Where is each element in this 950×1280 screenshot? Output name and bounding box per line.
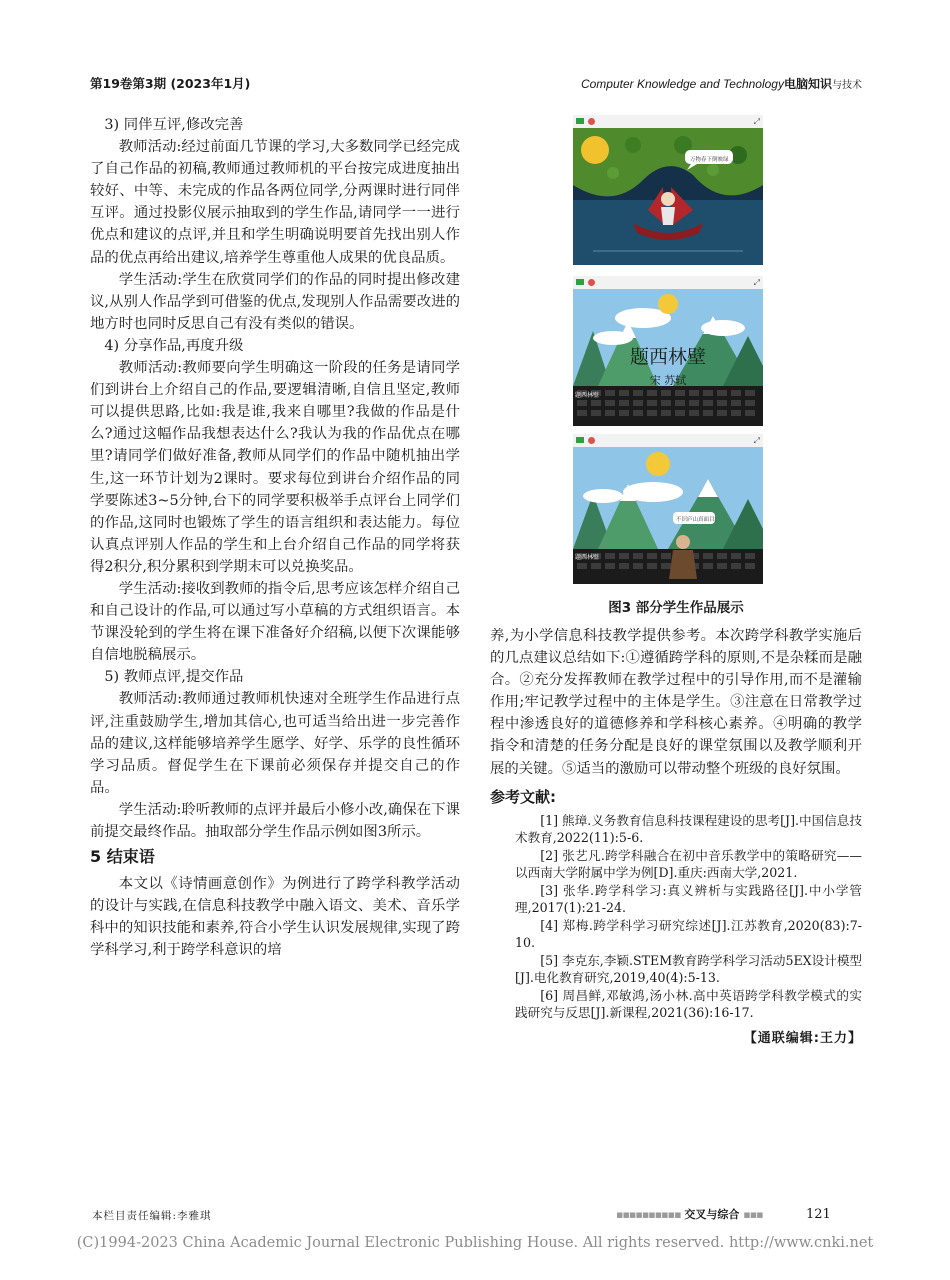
- section-heading: 5 结束语: [90, 847, 155, 867]
- sun-icon: [646, 452, 670, 476]
- figure-caption: 图3 部分学生作品展示: [608, 600, 744, 616]
- right-column: [490, 625, 862, 1050]
- liaison-editor: 【通联编辑:王力】: [743, 1030, 862, 1046]
- speech-bubble-text: 不识庐山真面目。: [676, 517, 721, 523]
- subsection-heading: 5) 教师点评,提交作品: [104, 669, 244, 686]
- student-work-image-3: [573, 434, 763, 584]
- section-name: 交叉与综合: [684, 1208, 740, 1221]
- stop-icon[interactable]: [588, 118, 595, 125]
- references-heading: 参考文献:: [490, 787, 556, 806]
- body-paragraph: 学生活动:学生在欣赏同学们的作品的同时提出修改建议,从别人作品学到可借鉴的优点,发现别人作品需要改进的地方时也同时反思自己有没有类似的错误。: [90, 271, 460, 332]
- sprite-label: 题西林壁: [575, 392, 600, 399]
- speech-bubble-text: 万物春下倒映绿: [690, 157, 729, 163]
- green-flag-icon[interactable]: [576, 279, 584, 285]
- body-paragraph: 教师活动:教师通过教师机快速对全班学生作品进行点评,注重鼓励学生,增加其信心,也可适当给出进一步完善作品的建议,这样能够培养学生愿学、好学、乐学的良性循环学习品质。督促学生在下课前必须保存并提交自己的作品。: [90, 691, 460, 796]
- body-paragraph: 学生活动:聆听教师的点评并最后小修小改,确保在下课前提交最终作品。抽取部分学生作品示例如图3所示。: [90, 801, 460, 840]
- left-column: [90, 114, 460, 961]
- journal-name-en: Computer Knowledge and Technology: [580, 77, 784, 91]
- green-flag-icon[interactable]: [576, 437, 584, 443]
- references-list: [490, 812, 862, 1022]
- section-label: [616, 1206, 763, 1222]
- reference-item: [4] 郑梅.跨学科学习研究综述[J].江苏教育,2020(83):7-10.: [515, 917, 862, 951]
- reference-item: [1] 熊璋.义务教育信息科技课程建设的思考[J].中国信息技术教育,2022(11):5-6.: [515, 812, 862, 846]
- footer-dots: ▪▪▪: [743, 1208, 763, 1221]
- student-work-image-1: [573, 115, 763, 265]
- subsection-heading: 3) 同伴互评,修改完善: [104, 117, 244, 133]
- mountain-person-illustration: [573, 434, 763, 584]
- column-editor: 本栏目责任编辑:李雅琪: [92, 1210, 212, 1222]
- stop-icon[interactable]: [588, 437, 595, 444]
- subsection-heading: 4) 分享作品,再度升级: [104, 337, 244, 354]
- journal-issue: 第19卷第3期 (2023年1月): [90, 76, 251, 91]
- journal-name-cn: 电脑知识: [783, 77, 832, 91]
- poem-title: 题西林壁: [629, 346, 706, 368]
- body-paragraph: 本文以《诗情画意创作》为例进行了跨学科教学活动的设计与实践,在信息科技教学中融入语文、美术、音乐学科中的知识技能和素养,符合小学生认识发展规律,实现了跨学科学习,利于跨学科意识的培: [90, 876, 460, 959]
- reference-item: [5] 李克东,李颖.STEM教育跨学科学习活动5EX设计模型[J].电化教育研究,2019,40(4):5-13.: [515, 952, 863, 986]
- stop-icon[interactable]: [588, 279, 595, 286]
- page-number: 121: [806, 1207, 831, 1222]
- copyright-notice: (C)1994-2023 China Academic Journal Electronic Publishing House. All rights reserved. http://www.cnki.net: [76, 1235, 874, 1251]
- fullscreen-icon[interactable]: ⤢: [753, 278, 760, 287]
- reference-item: [6] 周昌鲜,邓敏鸿,汤小林.高中英语跨学科教学模式的实践研究与反思[J].新课程,2021(36):16-17.: [515, 987, 862, 1021]
- stage-toolbar: [573, 276, 763, 289]
- fullscreen-icon[interactable]: ⤢: [753, 117, 760, 126]
- body-paragraph: 教师活动:教师要向学生明确这一阶段的任务是请同学们到讲台上介绍自己的作品,要逻辑清晰,自信且坚定,教师可以提供思路,比如:我是谁,我来自哪里?我做的作品是什么?通过这幅作品我想表达什么?我认为我的作品优点在哪里?请同学们做好准备,教师从同学们的作品中随机抽出学生,这一环节计划为2课时。要求每位到讲台介绍作品的同学要陈述3~5分钟,台下的同学要积极举手点评台上同学们的作品,这同时也锻炼了学生的语言组织和表达能力。每位认真点评别人作品的学生和上台介绍自己作品的同学将获得2积分,积分累积到学期末可以兑换奖品。: [90, 360, 460, 575]
- conclusion-continued: 养,为小学信息科技教学提供参考。本次跨学科教学实施后的几点建议总结如下:①遵循跨学科的原则,不是杂糅而是融合。②充分发挥教师在教学过程中的引导作用,而不是灌输作用;牢记教学过程中的主体是学生。③注意在日常教学过程中渗透良好的道德修养和学科核心素养。④明确的教学指令和清楚的任务分配是良好的课堂氛围以及教学顺利开展的关键。⑤适当的激励可以带动整个班级的良好氛围。: [490, 628, 862, 777]
- green-flag-icon[interactable]: [576, 118, 584, 124]
- poem-author: 宋 苏轼: [649, 374, 687, 387]
- body-paragraph: 教师活动:经过前面几节课的学习,大多数同学已经完成了自己作品的初稿,教师通过教师机的平台按完成进度抽出较好、中等、未完成的作品各两位同学,分两课时进行同伴互评。通过投影仪展示抽取到的学生作品,请同学一一进行优点和建议的点评,并且和学生明确说明要首先找出别人作品的优点再给出建议,培养学生尊重他人成果的优良品质。: [90, 139, 460, 266]
- stage-toolbar: [573, 434, 763, 447]
- student-work-image-2: [573, 276, 763, 426]
- person-icon: [669, 550, 697, 579]
- sprite-label: 题西林壁: [575, 554, 600, 561]
- boat-scene-illustration: [573, 115, 763, 265]
- body-paragraph: 学生活动:接收到教师的指令后,思考应该怎样介绍自己和自己设计的作品,可以通过写小草稿的方式组织语言。本节课没轮到的学生将在课下准备好介绍稿,以便下次课能够自信地脱稿展示。: [90, 580, 460, 664]
- sun-icon: [658, 294, 678, 314]
- sun-icon: [581, 136, 609, 164]
- journal-name-small: 与技术: [832, 80, 862, 91]
- footer-dots: ▪▪▪▪▪▪▪▪▪▪: [616, 1208, 681, 1221]
- journal-name: [581, 75, 862, 92]
- reference-item: [2] 张艺凡.跨学科融合在初中音乐教学中的策略研究——以西南大学附属中学为例[D].重庆:西南大学,2021.: [515, 847, 862, 881]
- reference-item: [3] 张华.跨学科学习:真义辨析与实践路径[J].中小学管理,2017(1):21-24.: [515, 882, 862, 916]
- stage-toolbar: [573, 115, 763, 128]
- fullscreen-icon[interactable]: ⤢: [753, 436, 760, 445]
